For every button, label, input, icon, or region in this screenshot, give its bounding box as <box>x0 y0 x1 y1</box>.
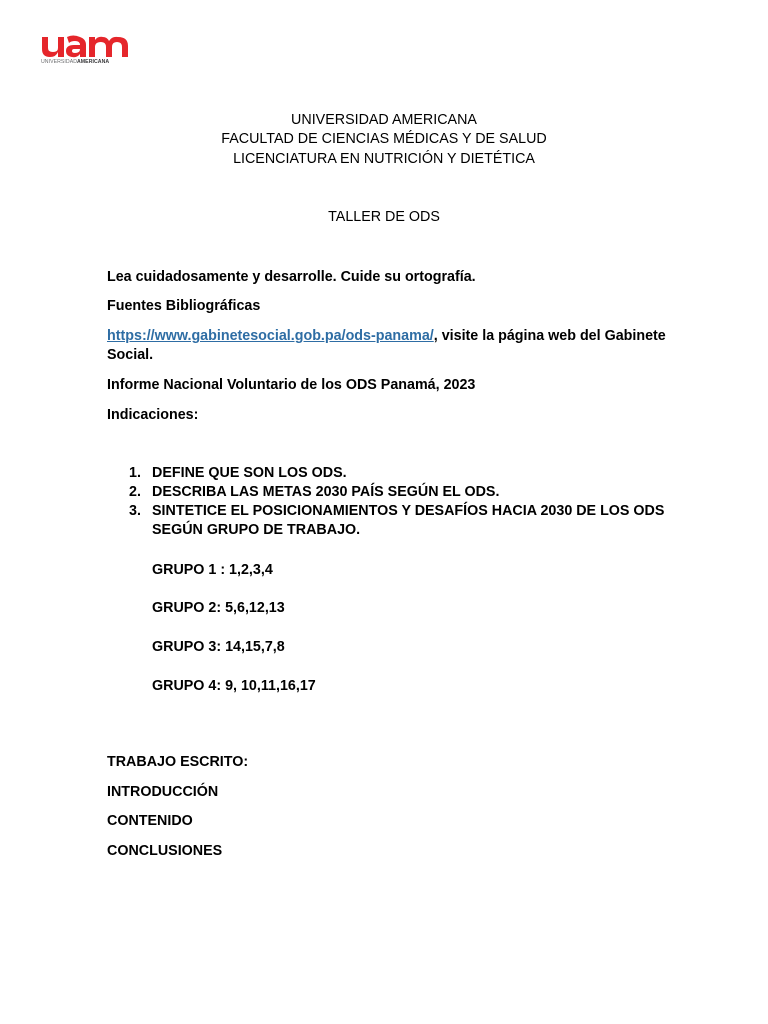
logo-wordmark <box>41 59 109 65</box>
faculty-name: FACULTAD DE CIENCIAS MÉDICAS Y DE SALUD <box>221 131 547 148</box>
list-text: SINTETICE EL POSICIONAMIENTOS Y DESAFÍOS HACIA 2030 DE LOS ODS SEGÚN GRUPO DE TRABAJO. <box>152 503 665 538</box>
list-number: 3. <box>129 503 141 519</box>
written-work-item-introduction: INTRODUCCIÓN <box>107 784 219 800</box>
list-item <box>107 483 667 502</box>
report-reference: Informe Nacional Voluntario de los ODS Panamá, 2023 <box>107 377 476 393</box>
group-2: GRUPO 2: 5,6,12,13 <box>152 600 285 616</box>
group-4: GRUPO 4: 9, 10,11,16,17 <box>152 678 316 694</box>
group-3: GRUPO 3: 14,15,7,8 <box>152 639 285 655</box>
list-number: 2. <box>129 484 141 500</box>
written-work-title: TRABAJO ESCRITO: <box>107 754 249 770</box>
gabinete-social-link[interactable]: https://www.gabinetesocial.gob.pa/ods-panama/ <box>107 328 434 344</box>
list-number: 1. <box>129 465 141 481</box>
university-name: UNIVERSIDAD AMERICANA <box>291 112 477 128</box>
instruction-line: Lea cuidadosamente y desarrolle. Cuide su ortografía. <box>107 269 476 285</box>
task-list <box>107 464 667 540</box>
uam-logo <box>40 33 132 67</box>
group-1: GRUPO 1 : 1,2,3,4 <box>152 562 273 578</box>
written-work-item-conclusions: CONCLUSIONES <box>107 843 223 859</box>
list-text: DEFINE QUE SON LOS ODS. <box>152 465 347 481</box>
indications-label: Indicaciones: <box>107 407 199 423</box>
logo-line2: AMERICANA <box>77 59 110 65</box>
logo-line1: UNIVERSIDAD <box>41 59 78 65</box>
document-header <box>0 111 768 169</box>
uam-logo-icon <box>40 33 132 59</box>
list-text: DESCRIBA LAS METAS 2030 PAÍS SEGÚN EL ODS. <box>152 484 500 500</box>
workshop-title: TALLER DE ODS <box>328 209 440 225</box>
written-work-item-content: CONTENIDO <box>107 813 193 829</box>
list-item <box>107 502 667 540</box>
list-item <box>107 464 667 483</box>
sources-label: Fuentes Bibliográficas <box>107 298 261 314</box>
program-name: LICENCIATURA EN NUTRICIÓN Y DIETÉTICA <box>233 150 535 167</box>
sources-paragraph <box>107 327 667 364</box>
link-suffix: , visite la página web del Gabinete Social. <box>107 328 666 363</box>
